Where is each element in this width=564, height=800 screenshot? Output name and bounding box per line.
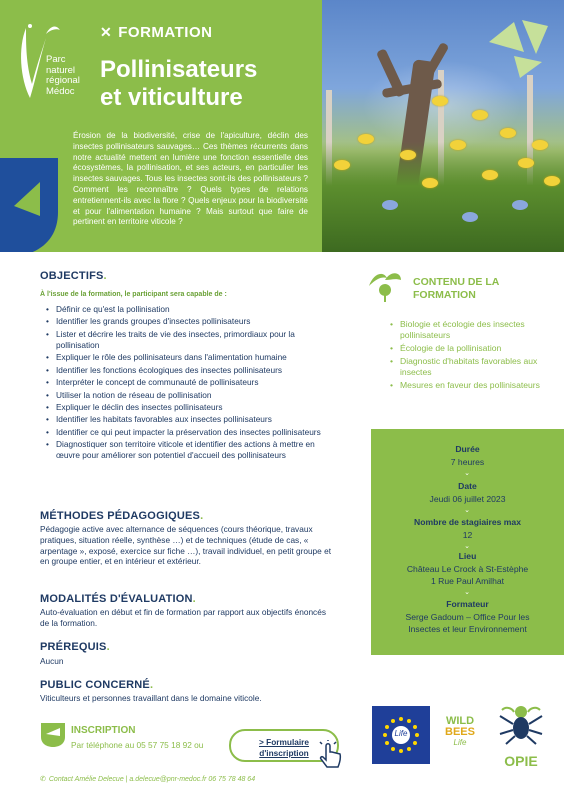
separator-icon: ⌄ <box>464 470 470 477</box>
list-item: • Interpréter le concept de communauté de pollinisateurs <box>46 377 336 388</box>
date-label: Date <box>458 481 477 491</box>
list-item: • Identifier les fonctions écologiques des insectes pollinisateurs <box>46 365 336 376</box>
intro-text: Érosion de la biodiversité, crise de l'apiculture, déclin des insectes pollinisateurs sauvages… Ces thèmes récurrents dans notre actualité mettent en lumière une fonction essentielle des écosystèmes, la pollinisation, et ses acteurs, en particulier les insectes sauvages. Tous les insectes sont-ils des pollinisateurs ? Comment les reconnaître ? Quels types de relations entretiennent-ils avec la flore ? Quels enjeux pour la biodiversité et pour l'alimentation humaine ? Mais surtout que faire de pertinent en territoire viticole ? <box>73 131 308 227</box>
methods-text: Pédagogie active avec alternance de séquences (cours théorique, travaux pratiques, situation réelle, synthèse …) et de techniques (étude de cas, « arpentage », exposé, exercice sur fiche …), travail individuel, en petit groupe et en groupe entier, et en intérieur et extérieur. <box>40 524 332 567</box>
info-box <box>371 429 564 655</box>
list-item: • Écologie de la pollinisation <box>390 343 556 354</box>
bee-flower-icon <box>365 266 405 302</box>
lieu-value-1: Château Le Crock à St-Estèphe <box>406 564 529 574</box>
objectives-intro: À l'issue de la formation, le participant sera capable de : <box>40 291 227 298</box>
opie-logo: OPIE <box>494 704 548 766</box>
bee-icon: ✕ <box>100 24 113 40</box>
stagiaires-value: 12 <box>462 530 473 540</box>
formation-tag: ✕ FORMATION <box>100 24 213 41</box>
separator-icon: ⌄ <box>464 507 470 514</box>
logo-text: Parc naturel régional Médoc <box>46 54 80 97</box>
list-item: • Identifier les grands groupes d'insectes pollinisateurs <box>46 316 336 327</box>
objectives-heading: OBJECTIFS. <box>40 270 107 282</box>
public-heading: PUBLIC CONCERNÉ. <box>40 679 154 691</box>
formateur-label: Formateur <box>446 599 489 609</box>
list-item: • Biologie et écologie des insectes pollinisateurs <box>390 319 556 341</box>
public-text: Viticulteurs et personnes travaillant dans le domaine viticole. <box>40 693 262 703</box>
contact-line: ✆ Contact Amélie Delecue | a.delecue@pnr-medoc.fr 06 75 78 48 64 <box>40 776 256 783</box>
separator-icon: ⌄ <box>464 589 470 596</box>
stagiaires-label: Nombre de stagiaires max <box>414 517 521 527</box>
leaf-decoration-icon <box>484 12 554 82</box>
duree-value: 7 heures <box>450 457 485 467</box>
lieu-label: Lieu <box>458 551 477 561</box>
lieu-value-2: 1 Rue Paul Amilhat <box>430 576 505 586</box>
opie-insect-icon <box>494 704 548 748</box>
prereq-heading: PRÉREQUIS. <box>40 641 110 653</box>
formateur-value-1: Serge Gadoum – Office Pour les <box>405 612 530 622</box>
decorative-blue-shape <box>0 152 68 252</box>
eu-life-logo: Life <box>372 706 430 764</box>
inscription-icon <box>40 722 66 748</box>
methods-heading: MÉTHODES PÉDAGOGIQUES. <box>40 510 204 522</box>
inscription-form-button[interactable]: > Formulaire d'inscription <box>229 729 339 762</box>
list-item: • Identifier les habitats favorables aux insectes pollinisateurs <box>46 414 336 425</box>
list-item: • Expliquer le déclin des insectes pollinisateurs <box>46 402 336 413</box>
list-item: • Diagnostic d'habitats favorables aux insectes <box>390 356 556 378</box>
inscription-title: INSCRIPTION <box>71 725 136 736</box>
content-list <box>390 319 556 393</box>
content-heading: CONTENU DE LA FORMATION <box>413 276 499 301</box>
pointer-hand-icon <box>316 740 346 770</box>
list-item: • Diagnostiquer son territoire viticole et identifier des actions à mettre en œuvre pour améliorer son potentiel d'accueil des pollinisateurs <box>46 439 336 460</box>
duree-label: Durée <box>455 444 480 454</box>
list-item: • Lister et décrire les traits de vie des insectes, primordiaux pour la pollinisation <box>46 329 336 350</box>
list-item: • Identifier ce qui peut impacter la préservation des insectes pollinisateurs <box>46 427 336 438</box>
separator-icon: ⌄ <box>464 543 470 550</box>
list-item: • Utiliser la notion de réseau de pollinisation <box>46 390 336 401</box>
prereq-text: Aucun <box>40 656 64 666</box>
list-item: • Définir ce qu'est la pollinisation <box>46 304 336 315</box>
evaluation-text: Auto-évaluation en début et fin de formation par rapport aux objectifs énoncés de la formation. <box>40 607 326 628</box>
page-title: Pollinisateurs et viticulture <box>100 56 258 111</box>
objectives-list <box>46 304 336 463</box>
header-banner <box>0 0 564 252</box>
list-item: • Mesures en faveur des pollinisateurs <box>390 380 556 391</box>
date-value: Jeudi 06 juillet 2023 <box>429 494 506 504</box>
phone-icon: ✆ <box>40 776 46 783</box>
evaluation-heading: MODALITÉS D'ÉVALUATION. <box>40 593 196 605</box>
formateur-value-2: Insectes et leur Environnement <box>408 624 527 634</box>
wild-bees-logo: WILD BEES Life <box>445 715 475 747</box>
inscription-text: Par téléphone au 05 57 75 18 92 ou <box>71 740 204 750</box>
list-item: • Expliquer le rôle des pollinisateurs dans l'alimentation humaine <box>46 352 336 363</box>
